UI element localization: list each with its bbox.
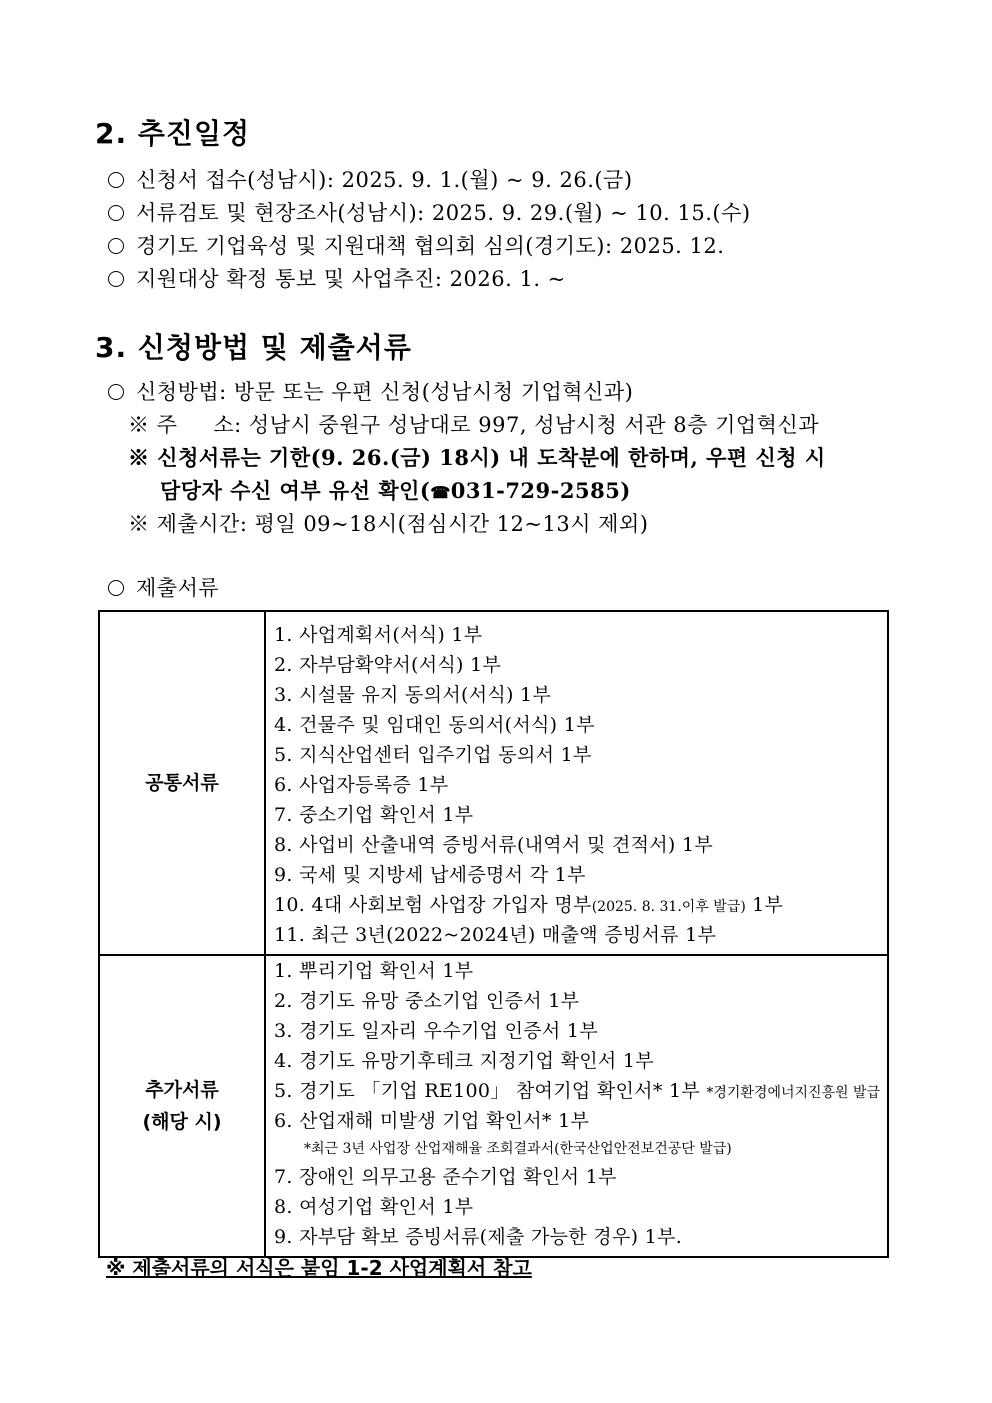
list-item: 4. 건물주 및 임대인 동의서(서식) 1부 [274,714,595,736]
list-item: 9. 국세 및 지방세 납세증명서 각 1부 [274,864,586,886]
list-item: 5. 지식산업센터 입주기업 동의서 1부 [274,744,592,766]
circle-bullet-icon [108,384,124,400]
documents-table [98,610,889,1258]
table-row-additional [99,955,888,1257]
submission-hours: ※ 제출시간: 평일 09~18시(점심시간 12~13시 제외) [128,512,649,536]
schedule-item: 경기도 기업육성 및 지원대책 협의회 심의(경기도): 2025. 12. [108,230,724,260]
deadline-note-cont: 담당자 수신 여부 유선 확인(☎031-729-2585) [160,478,631,503]
list-item: 11. 최근 3년(2022~2024년) 매출액 증빙서류 1부 [274,924,717,946]
docs-label: 제출서류 [108,572,219,602]
list-item: 4. 경기도 유망기후테크 지정기업 확인서 1부 [274,1050,654,1072]
list-item-note: *최근 3년 사업장 산업재해율 조회결과서(한국산업안전보건공단 발급) [304,1141,732,1157]
list-item: 6. 산업재해 미발생 기업 확인서* 1부 [274,1110,590,1132]
telephone-icon: ☎ [430,483,451,502]
schedule-item: 신청서 접수(성남시): 2025. 9. 1.(월) ~ 9. 26.(금) [108,164,633,194]
category-common: 공통서류 [99,611,265,955]
deadline-note: ※ 신청서류는 기한(9. 26.(금) 18시) 내 도착분에 한하며, 우편 신청 시 [128,445,826,470]
list-item: 1. 사업계획서(서식) 1부 [274,624,483,646]
table-row-common [99,611,888,955]
list-item: 8. 여성기업 확인서 1부 [274,1196,474,1218]
section-3-title: 3. 신청방법 및 제출서류 [95,331,412,364]
list-item: 3. 경기도 일자리 우수기업 인증서 1부 [274,1020,598,1042]
additional-docs-list [265,955,888,1257]
category-additional: 추가서류 (해당 시) [99,955,265,1257]
list-item: 1. 뿌리기업 확인서 1부 [274,960,474,982]
address-note: ※ 주 소: 성남시 중원구 성남대로 997, 성남시청 서관 8층 기업혁신과 [128,413,820,437]
section-2-title: 2. 추진일정 [95,117,251,150]
application-method: 신청방법: 방문 또는 우편 신청(성남시청 기업혁신과) [108,376,633,406]
list-item: 9. 자부담 확보 증빙서류(제출 가능한 경우) 1부. [274,1226,683,1248]
circle-bullet-icon [108,238,124,254]
list-item: 8. 사업비 산출내역 증빙서류(내역서 및 견적서) 1부 [274,834,714,856]
list-item: 6. 사업자등록증 1부 [274,774,449,796]
list-item: 7. 중소기업 확인서 1부 [274,804,474,826]
list-item: 5. 경기도 「기업 RE100」 참여기업 확인서* 1부 *경기환경에너지진흥원 발급 [274,1080,881,1102]
circle-bullet-icon [108,271,124,287]
list-item: 10. 4대 사회보험 사업장 가입자 명부(2025. 8. 31.이후 발급) 1부 [274,894,784,916]
list-item: 2. 자부담확약서(서식) 1부 [274,654,502,676]
list-item: 3. 시설물 유지 동의서(서식) 1부 [274,684,552,706]
circle-bullet-icon [108,205,124,221]
circle-bullet-icon [108,172,124,188]
footnote: ※ 제출서류의 서식은 붙임 1-2 사업계획서 참고 [106,1256,532,1280]
list-item: 2. 경기도 유망 중소기업 인증서 1부 [274,990,580,1012]
circle-bullet-icon [108,580,124,596]
common-docs-list [265,611,888,955]
schedule-item: 서류검토 및 현장조사(성남시): 2025. 9. 29.(월) ~ 10. 15.(수) [108,197,751,227]
list-item: 7. 장애인 의무고용 준수기업 확인서 1부 [274,1166,617,1188]
schedule-item: 지원대상 확정 통보 및 사업추진: 2026. 1. ~ [108,263,566,293]
